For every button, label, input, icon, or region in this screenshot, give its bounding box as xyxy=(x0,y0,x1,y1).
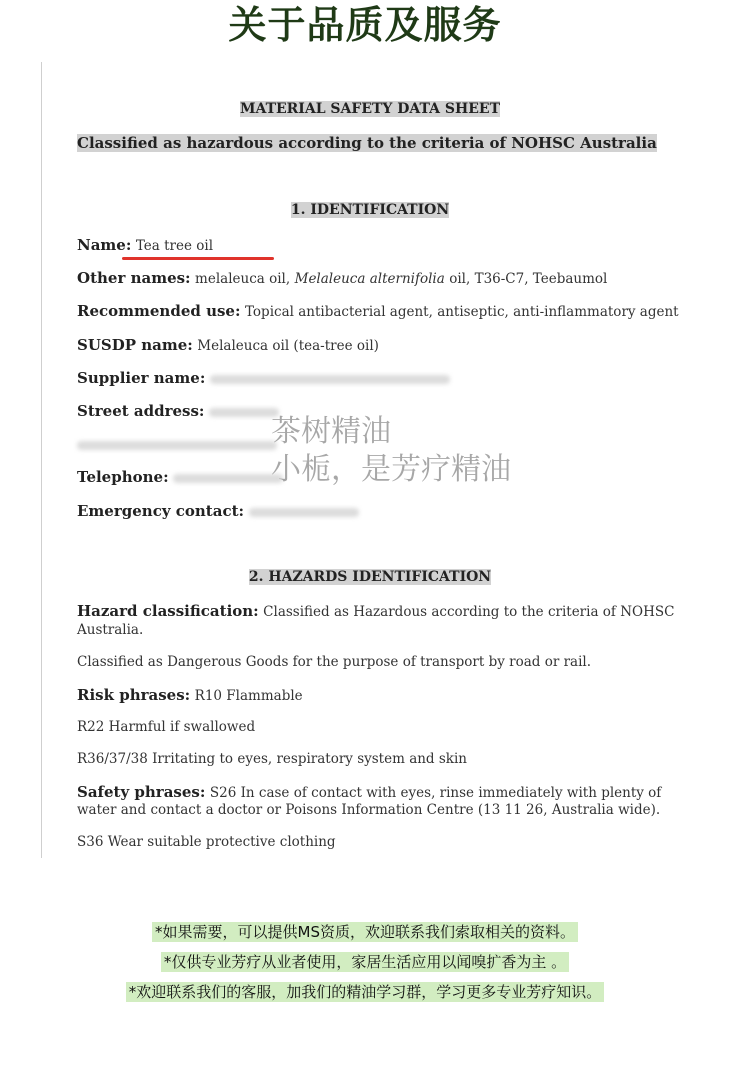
identification-heading-row xyxy=(77,202,663,218)
hazard-classification-value: Classified as Hazardous according to the criteria of NOHSC xyxy=(263,604,675,620)
redacted-street-line2 xyxy=(77,441,277,450)
hazards-heading-row xyxy=(77,569,663,585)
note-line-1 xyxy=(0,921,730,942)
document-left-border xyxy=(41,62,42,858)
street-row-2 xyxy=(77,437,277,453)
other-names-label: Other names: xyxy=(77,269,191,287)
sheet-title-row xyxy=(77,101,663,117)
safety-s26: S26 In case of contact with eyes, rinse immediately with plenty of xyxy=(209,785,662,801)
risk-r10: R10 Flammable xyxy=(194,688,303,704)
sheet-subtitle: Classified as hazardous according to the criteria of NOHSC Australia xyxy=(77,134,657,152)
susdp-row xyxy=(77,336,379,354)
supplier-row xyxy=(77,369,450,387)
redacted-emergency xyxy=(249,508,359,517)
safety-phrases-row xyxy=(77,783,661,801)
note-1-text: *如果需要，可以提供MS资质，欢迎联系我们索取相关的资料。 xyxy=(152,922,578,942)
street-label: Street address: xyxy=(77,402,205,420)
note-line-3 xyxy=(0,981,730,1002)
identification-heading: 1. IDENTIFICATION xyxy=(290,202,450,218)
hazards-heading: 2. HAZARDS IDENTIFICATION xyxy=(248,569,492,585)
name-value: Tea tree oil xyxy=(135,238,214,254)
susdp-value: Melaleuca oil (tea-tree oil) xyxy=(197,338,379,354)
sheet-title: MATERIAL SAFETY DATA SHEET xyxy=(239,101,501,117)
note-line-2 xyxy=(0,951,730,972)
hazard-classification-row xyxy=(77,602,674,620)
safety-s36: S36 Wear suitable protective clothing xyxy=(77,834,336,850)
emergency-label: Emergency contact: xyxy=(77,502,245,520)
risk-r36: R36/37/38 Irritating to eyes, respiratory system and skin xyxy=(77,751,467,767)
name-label: Name: xyxy=(77,236,132,254)
watermark-line2: 小栀，是芳疗精油 xyxy=(271,452,511,487)
risk-phrases-row xyxy=(77,686,303,704)
recommended-use-row xyxy=(77,302,679,320)
safety-phrases-label: Safety phrases: xyxy=(77,783,206,801)
note-3-text: *欢迎联系我们的客服，加我们的精油学习群，学习更多专业芳疗知识。 xyxy=(126,982,605,1002)
emergency-row xyxy=(77,502,359,520)
telephone-row xyxy=(77,468,283,486)
recommended-use-label: Recommended use: xyxy=(77,302,241,320)
supplier-label: Supplier name: xyxy=(77,369,206,387)
redacted-supplier xyxy=(210,375,450,384)
watermark-line1: 茶树精油 xyxy=(271,414,391,449)
other-names-value: melaleuca oil, xyxy=(195,271,291,287)
hazard-classification-value-line2: Australia. xyxy=(77,622,144,638)
risk-phrases-label: Risk phrases: xyxy=(77,686,191,704)
sheet-subtitle-row xyxy=(77,134,657,152)
page-title: 关于品质及服务 xyxy=(228,3,502,47)
redacted-telephone xyxy=(173,474,283,483)
street-row xyxy=(77,402,279,420)
other-names-latin: Melaleuca alternifolia xyxy=(294,271,445,287)
other-names-row xyxy=(77,269,607,287)
redacted-street xyxy=(209,408,279,417)
recommended-use-value: Topical antibacterial agent, antiseptic, anti-inflammatory agent xyxy=(244,304,679,320)
other-names-value-rest: oil, T36-C7, Teebaumol xyxy=(449,271,608,287)
note-2-text: *仅供专业芳疗从业者使用，家居生活应用以闻嗅扩香为主 。 xyxy=(161,952,569,972)
susdp-label: SUSDP name: xyxy=(77,336,193,354)
risk-r22: R22 Harmful if swallowed xyxy=(77,719,256,735)
name-row xyxy=(77,236,213,254)
red-underline-annotation xyxy=(122,257,274,260)
dangerous-goods-text: Classified as Dangerous Goods for the purpose of transport by road or rail. xyxy=(77,654,592,670)
hazard-classification-label: Hazard classification: xyxy=(77,602,259,620)
telephone-label: Telephone: xyxy=(77,468,169,486)
safety-s26-line2: water and contact a doctor or Poisons Information Centre (13 11 26, Australia wide). xyxy=(77,802,661,818)
